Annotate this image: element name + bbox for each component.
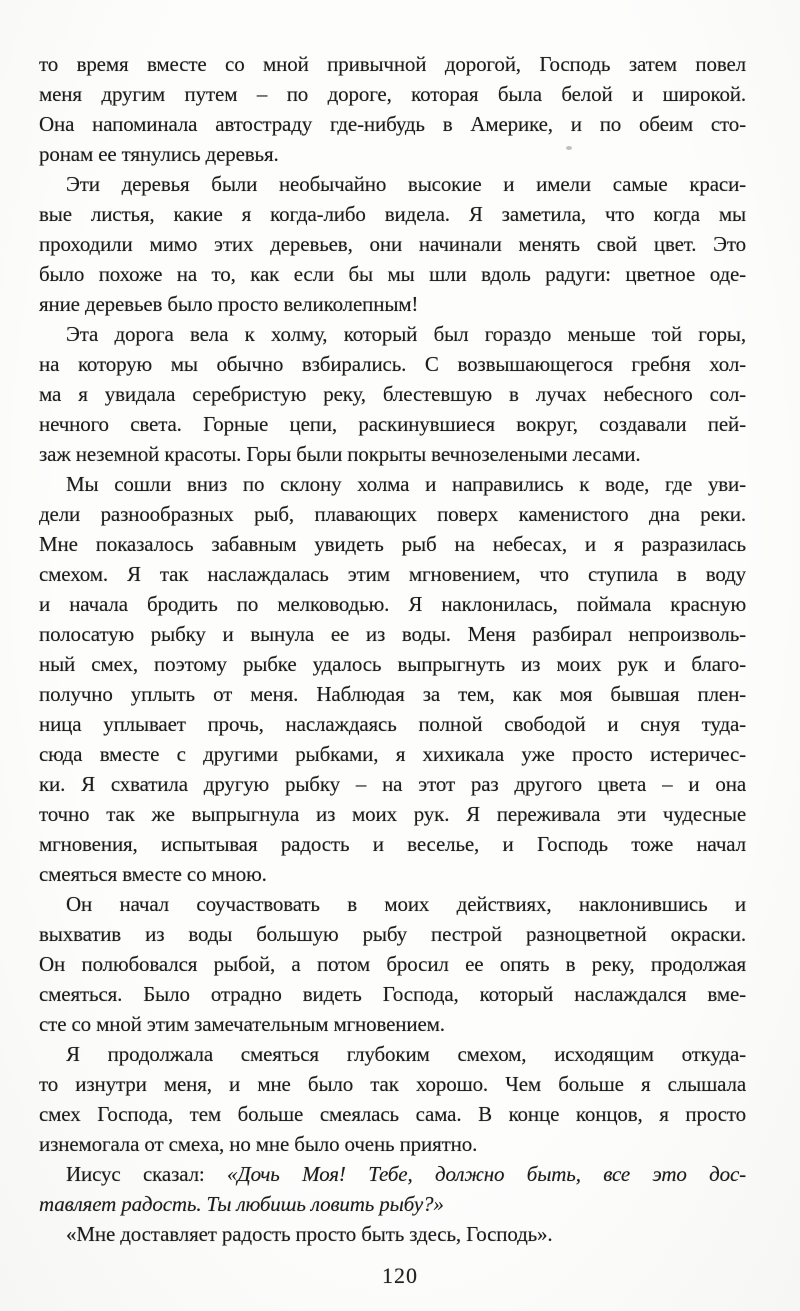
body-text: полосатую рыбку и вынула ее из воды. Меня разбирал непроизволь- — [39, 622, 746, 646]
body-text: сюда вместе с другими рыбками, я хихикала уже просто истеричес- — [39, 742, 746, 766]
text-line — [39, 1039, 746, 1069]
body-text: Он начал соучаствовать в моих действиях, наклонившись и — [66, 892, 746, 916]
body-text: Иисус сказал: — [66, 1162, 228, 1186]
text-line — [39, 1099, 746, 1129]
body-text: ный смех, поэтому рыбке удалось выпрыгнуть из моих рук и благо- — [39, 652, 746, 676]
text-line — [39, 559, 746, 589]
text-line — [39, 679, 746, 709]
text-line — [39, 49, 746, 79]
paragraph — [39, 1039, 746, 1159]
body-text: нечного света. Горные цепи, раскинувшиеся вокруг, создавали пей- — [39, 412, 746, 436]
text-line — [39, 949, 746, 979]
page-text — [39, 49, 746, 1249]
text-line — [39, 589, 746, 619]
text-line — [39, 529, 746, 559]
paragraph — [39, 1159, 746, 1219]
paragraph — [39, 49, 746, 169]
body-text: Она напоминала автостраду где-нибудь в Америке, и по обеим сто- — [39, 112, 746, 136]
scan-speck — [566, 146, 572, 150]
text-line — [39, 109, 746, 139]
text-line — [39, 139, 746, 169]
body-text: ки. Я схватила другую рыбку – на этот раз другого цвета – и она — [39, 772, 746, 796]
text-line — [39, 289, 746, 319]
text-line — [39, 1159, 746, 1189]
body-text: смех Господа, тем больше смеялась сама. В конце концов, я просто — [39, 1102, 746, 1126]
text-line — [39, 799, 746, 829]
text-line — [39, 469, 746, 499]
body-text: меня другим путем – по дороге, которая была белой и широкой. — [39, 82, 746, 106]
text-line — [39, 919, 746, 949]
body-text: дели разнообразных рыб, плавающих поверх каменистого дна реки. — [39, 502, 746, 526]
text-line — [39, 1009, 746, 1039]
text-line — [39, 1129, 746, 1159]
body-text: Я продолжала смеяться глубоким смехом, исходящим откуда- — [66, 1042, 746, 1066]
text-line — [39, 229, 746, 259]
body-text: Он полюбовался рыбой, а потом бросил ее опять в реку, продолжая — [39, 952, 746, 976]
text-line — [39, 739, 746, 769]
text-line — [39, 169, 746, 199]
body-text: проходили мимо этих деревьев, они начинали менять свой цвет. Это — [39, 232, 746, 256]
body-text: Эта дорога вела к холму, который был гораздо меньше той горы, — [66, 322, 746, 346]
text-line — [39, 859, 746, 889]
body-text: Эти деревья были необычайно высокие и имели самые краси- — [66, 172, 746, 196]
body-text: «Мне доставляет радость просто быть здесь, Господь». — [66, 1222, 553, 1246]
text-line — [39, 889, 746, 919]
text-line — [39, 1069, 746, 1099]
text-line — [39, 409, 746, 439]
body-text: Мне показалось забавным увидеть рыб на небесах, и я разразилась — [39, 532, 746, 556]
text-line — [39, 979, 746, 1009]
italic-quote-text: «Дочь Моя! Тебе, должно быть, все это дос- — [227, 1162, 746, 1186]
text-line — [39, 499, 746, 529]
body-text: яние деревьев было просто великолепным! — [39, 292, 419, 316]
body-text: сте со мной этим замечательным мгновением. — [39, 1012, 445, 1036]
text-line — [39, 199, 746, 229]
text-line — [39, 1189, 746, 1219]
body-text: и начала бродить по мелководью. Я наклонилась, поймала красную — [39, 592, 746, 616]
text-line — [39, 79, 746, 109]
paragraph — [39, 1219, 746, 1249]
body-text: Мы сошли вниз по склону холма и направились к воде, где уви- — [66, 472, 746, 496]
text-line — [39, 439, 746, 469]
body-text: то изнутри меня, и мне было так хорошо. Чем больше я слышала — [39, 1072, 746, 1096]
text-line — [39, 379, 746, 409]
text-line — [39, 349, 746, 379]
body-text: выхватив из воды большую рыбу пестрой разноцветной окраски. — [39, 922, 746, 946]
text-line — [39, 649, 746, 679]
body-text: смеяться. Было отрадно видеть Господа, который наслаждался вме- — [39, 982, 746, 1006]
body-text: изнемогала от смеха, но мне было очень приятно. — [39, 1132, 478, 1156]
text-line — [39, 619, 746, 649]
body-text: мгновения, испытывая радость и веселье, и Господь тоже начал — [39, 832, 746, 856]
body-text: точно так же выпрыгнула из моих рук. Я переживала эти чудесные — [39, 802, 746, 826]
body-text: ница уплывает прочь, наслаждаясь полной свободой и снуя туда- — [39, 712, 746, 736]
body-text: вые листья, какие я когда-либо видела. Я заметила, что когда мы — [39, 202, 746, 226]
text-line — [39, 709, 746, 739]
body-text: получно уплыть от меня. Наблюдая за тем, как моя бывшая плен- — [39, 682, 746, 706]
text-line — [39, 1219, 746, 1249]
page-number: 120 — [382, 1263, 418, 1288]
body-text: ма я увидала серебристую реку, блестевшую в лучах небесного сол- — [39, 382, 746, 406]
body-text: ронам ее тянулись деревья. — [39, 142, 279, 166]
body-text: смехом. Я так наслаждалась этим мгновением, что ступила в воду — [39, 562, 746, 586]
body-text: заж неземной красоты. Горы были покрыты вечнозелеными лесами. — [39, 442, 641, 466]
body-text: на которую мы обычно взбирались. С возвышающегося гребня хол- — [39, 352, 746, 376]
paragraph — [39, 169, 746, 319]
text-line — [39, 829, 746, 859]
body-text: то время вместе со мной привычной дорогой, Господь затем повел — [39, 52, 746, 76]
body-text: было похоже на то, как если бы мы шли вдоль радуги: цветное оде- — [39, 262, 746, 286]
paragraph — [39, 319, 746, 469]
italic-quote-text: тавляет радость. Ты любишь ловить рыбу?» — [39, 1192, 444, 1216]
paragraph — [39, 469, 746, 889]
paragraph — [39, 889, 746, 1039]
body-text: смеяться вместе со мною. — [39, 862, 267, 886]
text-line — [39, 769, 746, 799]
text-line — [39, 259, 746, 289]
text-line — [39, 319, 746, 349]
